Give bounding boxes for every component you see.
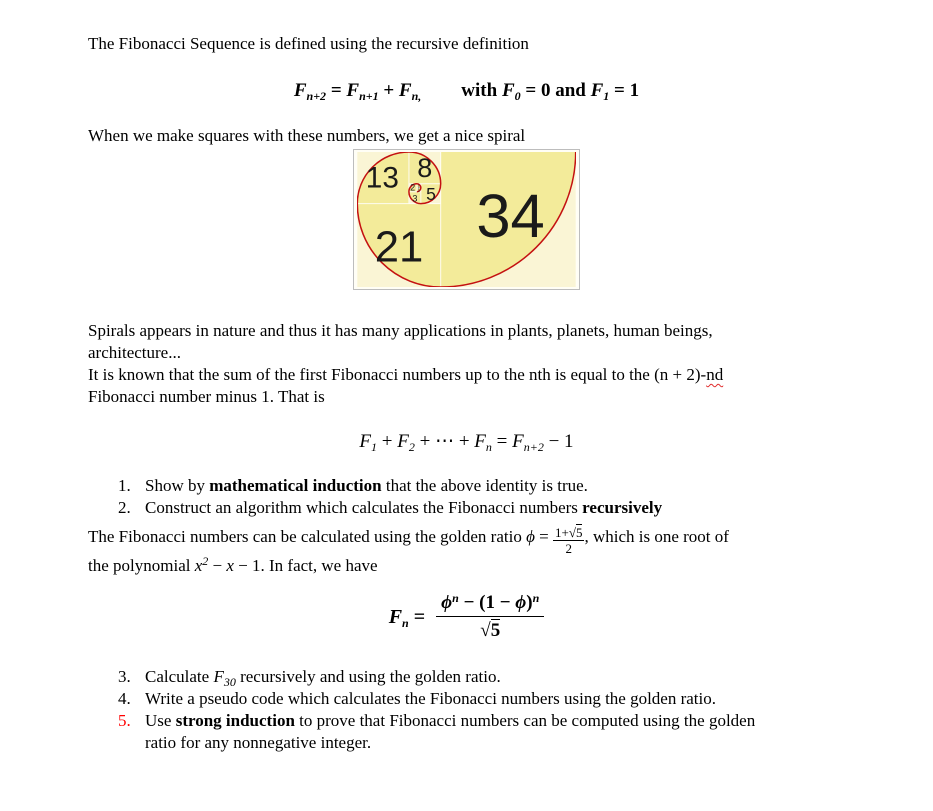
- golden-line2-post: − 1. In fact, we have: [233, 556, 378, 575]
- task-text-part: Construct an algorithm which calculates the Fibonacci numbers: [145, 498, 583, 517]
- task-text-part: Calculate: [145, 667, 214, 686]
- square-label-1b: 1: [417, 187, 421, 193]
- intro-paragraph: The Fibonacci Sequence is defined using the recursive definition: [88, 34, 529, 53]
- golden-ratio-paragraph: [88, 525, 845, 577]
- spirals-line1: Spirals appears in nature and thus it has many applications in plants, planets, human beings,: [88, 321, 713, 340]
- formula-subscript: n: [402, 615, 409, 630]
- sum-identity-paragraph: [88, 364, 845, 408]
- square-label-13: 13: [365, 161, 399, 195]
- task-item-5: [88, 710, 845, 754]
- equals: =: [534, 527, 553, 546]
- formula-subscript: 0: [514, 89, 521, 103]
- task-list-b: [88, 666, 845, 754]
- spirals-paragraph: [88, 320, 845, 364]
- exponent: n: [452, 591, 459, 605]
- formula-term: F: [293, 80, 307, 101]
- task-text: [145, 688, 845, 710]
- task-text: [145, 710, 845, 754]
- variable-x: x: [194, 556, 203, 575]
- formula-term: F: [474, 431, 486, 452]
- task-text-part: Use: [145, 711, 176, 730]
- golden-line1-pre: The Fibonacci numbers can be calculated using the golden ratio: [88, 527, 527, 546]
- square-label-34: 34: [476, 182, 545, 252]
- task-number: 1.: [118, 476, 131, 495]
- squares-paragraph: When we make squares with these numbers, we get a nice spiral: [88, 126, 526, 145]
- formula-term: F: [388, 605, 403, 628]
- task-number: 4.: [118, 689, 131, 708]
- task-text: [145, 475, 845, 497]
- exponent: 2: [202, 554, 209, 568]
- formula-term: F: [213, 667, 224, 686]
- exponent: n: [532, 591, 540, 605]
- fraction-numerator: [553, 525, 584, 541]
- formula-term: F: [512, 431, 524, 452]
- formula-subscript: n,: [411, 89, 422, 103]
- formula-word: = 0 and: [520, 80, 591, 101]
- task-text-bold: strong induction: [175, 711, 295, 730]
- task-number: 2.: [118, 498, 131, 517]
- task-text-part: Show by: [145, 476, 210, 495]
- radicand: 5: [490, 620, 501, 641]
- task-text-part: ratio for any nonnegative integer.: [145, 733, 372, 752]
- formula-term: F: [398, 80, 412, 101]
- square-label-3: 3: [412, 193, 418, 204]
- radicand: 5: [575, 525, 583, 540]
- formula-subscript: n+2: [306, 89, 327, 103]
- formula-subscript: n+1: [359, 89, 379, 103]
- square-label-21: 21: [374, 222, 424, 272]
- minus: −: [208, 556, 227, 575]
- sum-line1: It is known that the sum of the first Fibonacci numbers up to the nth is equal to the (n + 2)-: [88, 365, 707, 384]
- equals: =: [408, 605, 431, 628]
- sum-line2: Fibonacci number minus 1. That is: [88, 387, 325, 406]
- square-label-2: 2: [410, 182, 416, 193]
- golden-line2-pre: the polynomial: [88, 556, 195, 575]
- task-number: 3.: [118, 667, 131, 686]
- formula-operator: +: [377, 431, 398, 452]
- formula-term: F: [346, 80, 360, 101]
- formula-subscript: 1: [371, 440, 378, 454]
- fraction-denominator: [436, 617, 544, 642]
- fraction-denominator: 2: [565, 541, 572, 556]
- fibonacci-spiral-figure: [88, 149, 845, 292]
- misspelled-suffix: nd: [706, 365, 724, 384]
- task-item-3: [88, 666, 845, 688]
- formula-operator: + ⋯ +: [414, 431, 475, 452]
- task-text-part: Write a pseudo code which calculates the Fibonacci numbers using the golden ratio.: [145, 689, 717, 708]
- task-text-part: to prove that Fibonacci numbers can be computed using the golden: [294, 711, 756, 730]
- binet-formula: [88, 591, 845, 642]
- square-label-5: 5: [426, 184, 436, 205]
- formula-subscript: 2: [408, 440, 415, 454]
- phi-symbol: ϕ: [441, 592, 453, 613]
- formula-operator: − 1: [543, 431, 574, 452]
- figure-frame: [353, 149, 580, 290]
- formula-operator: − (1 −: [458, 592, 516, 613]
- task-list-a: [88, 475, 845, 519]
- task-item-4: [88, 688, 845, 710]
- formula-term: F: [359, 431, 372, 452]
- formula-term: F: [501, 80, 515, 101]
- square-label-1a: 1: [417, 183, 421, 189]
- formula-subscript: 30: [223, 675, 236, 689]
- formula-word: with: [461, 80, 502, 101]
- sqrt-sign: √: [480, 620, 491, 641]
- spirals-line2: architecture...: [88, 343, 181, 362]
- formula-subscript: n+2: [523, 440, 544, 454]
- sum-identity-formula: [88, 429, 845, 455]
- task-text-bold: recursively: [582, 498, 663, 517]
- task-text-part: that the above identity is true.: [381, 476, 588, 495]
- task-text-bold: mathematical induction: [209, 476, 382, 495]
- recursive-definition-formula: [88, 78, 845, 104]
- task-item-2: [88, 497, 845, 519]
- fraction-numerator: [436, 591, 544, 617]
- sqrt-sign: 1+√: [554, 525, 576, 540]
- task-item-1: [88, 475, 845, 497]
- binet-fraction: [436, 591, 544, 642]
- task-text: [145, 497, 845, 519]
- task-text-part: recursively and using the golden ratio.: [235, 667, 501, 686]
- golden-ratio-fraction: [553, 525, 584, 555]
- formula-term: F: [397, 431, 409, 452]
- spiral-tiling-svg: [357, 152, 576, 287]
- formula-operator: +: [378, 80, 399, 101]
- formula-subscript: 1: [603, 89, 610, 103]
- square-label-8: 8: [417, 152, 433, 183]
- phi-symbol: ϕ: [515, 592, 527, 613]
- phi-symbol: ϕ: [526, 527, 535, 546]
- variable-x: x: [226, 556, 234, 575]
- formula-term: F: [590, 80, 604, 101]
- formula-subscript: n: [485, 440, 492, 454]
- task-number-red: 5.: [118, 711, 131, 730]
- task-text: [145, 666, 845, 688]
- golden-line1-post: , which is one root of: [584, 527, 729, 546]
- binet-left-side: [389, 605, 430, 629]
- formula-word: = 1: [609, 80, 640, 101]
- formula-operator: =: [326, 80, 347, 101]
- paren: ): [526, 592, 533, 613]
- formula-operator: =: [491, 431, 513, 452]
